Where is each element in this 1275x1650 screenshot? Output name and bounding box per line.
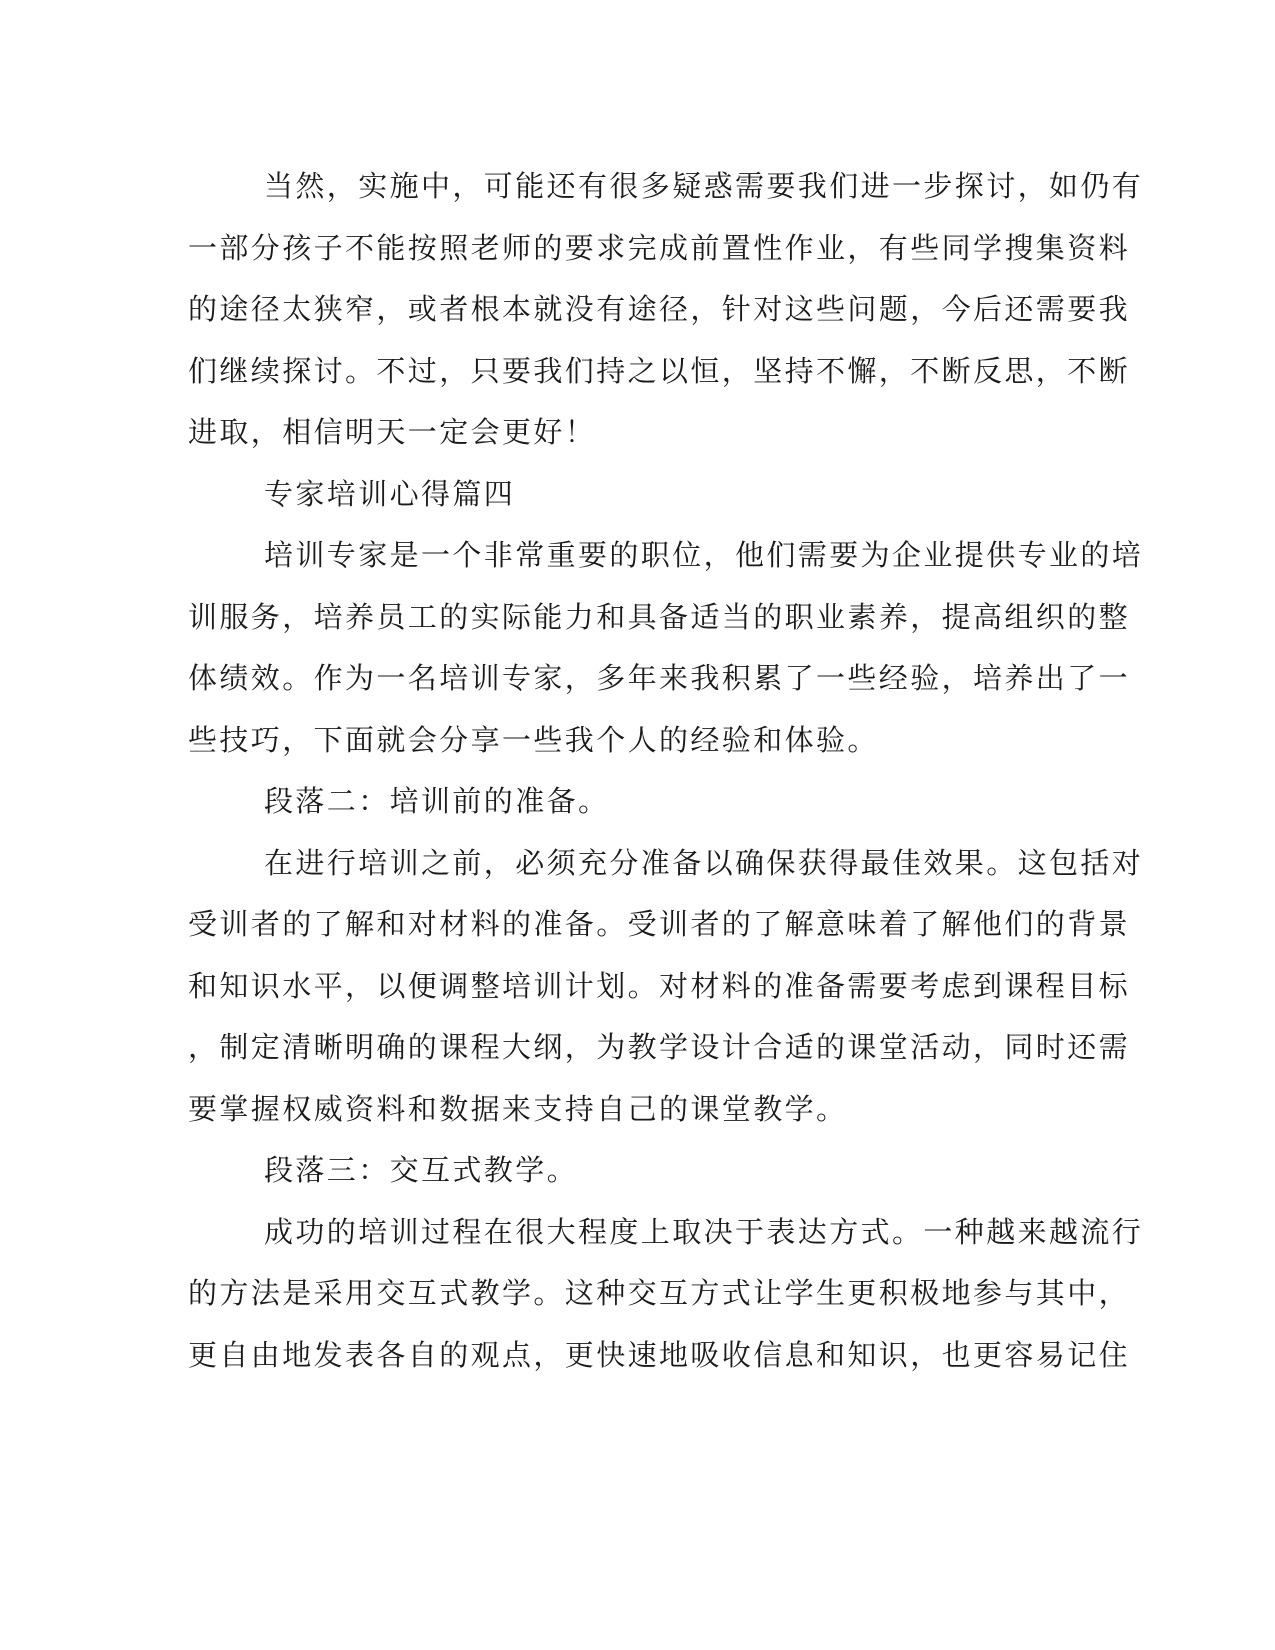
text-line: 训服务，培养员工的实际能力和具备适当的职业素养，提高组织的整 bbox=[188, 599, 1131, 634]
text-line: 一部分孩子不能按照老师的要求完成前置性作业，有些同学搜集资料 bbox=[188, 230, 1131, 265]
document-body bbox=[188, 156, 1144, 1386]
text-line: ，制定清晰明确的课程大纲，为教学设计合适的课堂活动，同时还需 bbox=[188, 1030, 1131, 1064]
text-line: 体绩效。作为一名培训专家，多年来我积累了一些经验，培养出了一 bbox=[188, 661, 1131, 695]
text-line: 的途径太狭窄，或者根本就没有途径，针对这些问题，今后还需要我 bbox=[188, 292, 1131, 326]
text-line: 些技巧，下面就会分享一些我个人的经验和体验。 bbox=[188, 722, 879, 757]
text-line: 当然，实施中，可能还有很多疑惑需要我们进一步探讨，如仍有 bbox=[264, 169, 1144, 203]
text-line: 成功的培训过程在很大程度上取决于表达方式。一种越来越流行 bbox=[264, 1214, 1144, 1249]
text-line: 培训专家是一个非常重要的职位，他们需要为企业提供专业的培 bbox=[264, 538, 1144, 572]
text-line: 更自由地发表各自的观点，更快速地吸收信息和知识，也更容易记住 bbox=[188, 1337, 1131, 1372]
section-heading: 专家培训心得篇四 bbox=[264, 476, 516, 511]
text-line: 受训者的了解和对材料的准备。受训者的了解意味着了解他们的背景 bbox=[188, 907, 1131, 941]
text-line: 进取，相信明天一定会更好！ bbox=[188, 415, 597, 449]
section-heading: 段落三：交互式教学。 bbox=[264, 1153, 579, 1187]
section-heading: 段落二：培训前的准备。 bbox=[264, 784, 610, 818]
text-line: 在进行培训之前，必须充分准备以确保获得最佳效果。这包括对 bbox=[264, 845, 1144, 880]
text-line: 的方法是采用交互式教学。这种交互方式让学生更积极地参与其中， bbox=[188, 1276, 1131, 1310]
text-line: 和知识水平，以便调整培训计划。对材料的准备需要考虑到课程目标 bbox=[188, 968, 1131, 1003]
text-line: 们继续探讨。不过，只要我们持之以恒，坚持不懈，不断反思，不断 bbox=[188, 353, 1131, 388]
text-line: 要掌握权威资料和数据来支持自己的课堂教学。 bbox=[188, 1091, 848, 1126]
